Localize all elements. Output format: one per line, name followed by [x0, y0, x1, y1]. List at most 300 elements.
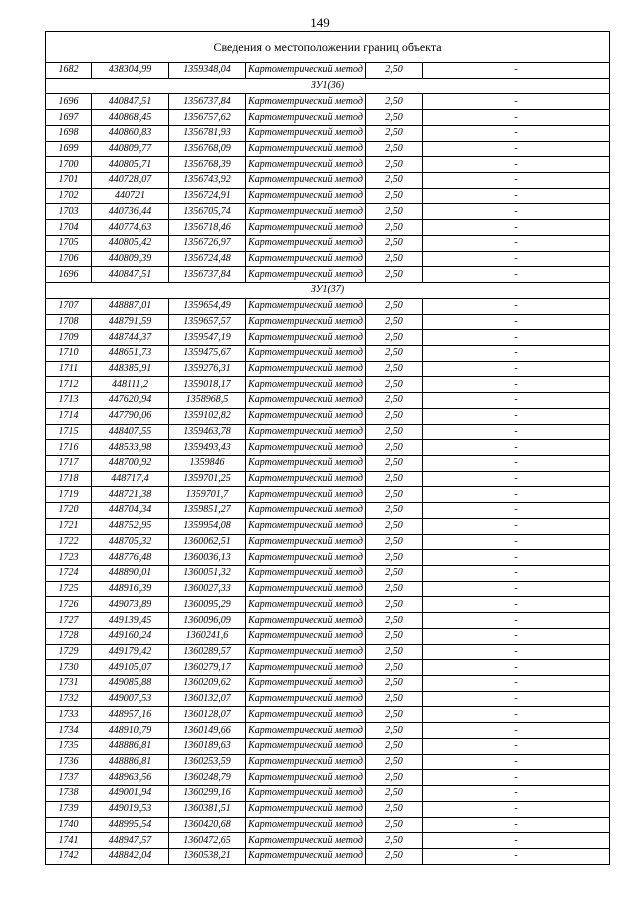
method-cell: Картометрический метод [246, 204, 366, 220]
accuracy-cell: 2,50 [366, 393, 423, 409]
y-coordinate-cell: 1360279,17 [169, 660, 246, 676]
method-cell: Картометрический метод [246, 440, 366, 456]
x-coordinate-cell: 440809,77 [92, 141, 169, 157]
point-number-cell: 1731 [46, 676, 92, 692]
table-row [46, 581, 610, 597]
x-coordinate-cell: 448842,04 [92, 848, 169, 864]
table-row [46, 63, 610, 79]
x-coordinate-cell: 440860,83 [92, 125, 169, 141]
x-coordinate-cell: 448407,55 [92, 424, 169, 440]
method-cell: Картометрический метод [246, 723, 366, 739]
method-cell: Картометрический метод [246, 251, 366, 267]
accuracy-cell: 2,50 [366, 377, 423, 393]
table-body [46, 32, 610, 865]
method-cell: Картометрический метод [246, 173, 366, 189]
table-row [46, 534, 610, 550]
description-cell: - [423, 786, 610, 802]
y-coordinate-cell: 1360027,33 [169, 581, 246, 597]
description-cell: - [423, 125, 610, 141]
accuracy-cell: 2,50 [366, 581, 423, 597]
method-cell: Картометрический метод [246, 141, 366, 157]
accuracy-cell: 2,50 [366, 597, 423, 613]
y-coordinate-cell: 1359018,17 [169, 377, 246, 393]
y-coordinate-cell: 1356768,09 [169, 141, 246, 157]
accuracy-cell: 2,50 [366, 754, 423, 770]
description-cell: - [423, 628, 610, 644]
y-coordinate-cell: 1359851,27 [169, 503, 246, 519]
method-cell: Картометрический метод [246, 550, 366, 566]
x-coordinate-cell: 449179,42 [92, 644, 169, 660]
method-cell: Картометрический метод [246, 660, 366, 676]
accuracy-cell: 2,50 [366, 833, 423, 849]
point-number-cell: 1720 [46, 503, 92, 519]
table-row [46, 393, 610, 409]
y-coordinate-cell: 1360062,51 [169, 534, 246, 550]
x-coordinate-cell: 448886,81 [92, 738, 169, 754]
description-cell: - [423, 801, 610, 817]
y-coordinate-cell: 1360248,79 [169, 770, 246, 786]
method-cell: Картометрический метод [246, 377, 366, 393]
x-coordinate-cell: 440774,63 [92, 220, 169, 236]
description-cell: - [423, 141, 610, 157]
point-number-cell: 1733 [46, 707, 92, 723]
method-cell: Картометрический метод [246, 786, 366, 802]
description-cell: - [423, 361, 610, 377]
point-number-cell: 1742 [46, 848, 92, 864]
point-number-cell: 1738 [46, 786, 92, 802]
accuracy-cell: 2,50 [366, 424, 423, 440]
accuracy-cell: 2,50 [366, 251, 423, 267]
x-coordinate-cell: 447620,94 [92, 393, 169, 409]
x-coordinate-cell: 440847,51 [92, 267, 169, 283]
y-coordinate-cell: 1358968,5 [169, 393, 246, 409]
table-row [46, 613, 610, 629]
point-number-cell: 1728 [46, 628, 92, 644]
description-cell: - [423, 613, 610, 629]
table-row [46, 188, 610, 204]
accuracy-cell: 2,50 [366, 173, 423, 189]
point-number-cell: 1699 [46, 141, 92, 157]
table-row [46, 487, 610, 503]
point-number-cell: 1702 [46, 188, 92, 204]
description-cell: - [423, 660, 610, 676]
method-cell: Картометрический метод [246, 393, 366, 409]
x-coordinate-cell: 448776,48 [92, 550, 169, 566]
table-title: Сведения о местоположении границ объекта [46, 32, 610, 63]
accuracy-cell: 2,50 [366, 676, 423, 692]
table-row [46, 801, 610, 817]
y-coordinate-cell: 1360132,07 [169, 691, 246, 707]
point-number-cell: 1701 [46, 173, 92, 189]
x-coordinate-cell: 440721 [92, 188, 169, 204]
x-coordinate-cell: 448752,95 [92, 518, 169, 534]
table-row [46, 566, 610, 582]
x-coordinate-cell: 449019,53 [92, 801, 169, 817]
point-number-cell: 1708 [46, 314, 92, 330]
section-header-row [46, 283, 610, 299]
section-header-row [46, 78, 610, 94]
x-coordinate-cell: 438304,99 [92, 63, 169, 79]
description-cell: - [423, 424, 610, 440]
table-row [46, 770, 610, 786]
point-number-cell: 1696 [46, 267, 92, 283]
point-number-cell: 1724 [46, 566, 92, 582]
description-cell: - [423, 63, 610, 79]
x-coordinate-cell: 448916,39 [92, 581, 169, 597]
x-coordinate-cell: 449139,45 [92, 613, 169, 629]
method-cell: Картометрический метод [246, 345, 366, 361]
description-cell: - [423, 691, 610, 707]
accuracy-cell: 2,50 [366, 644, 423, 660]
description-cell: - [423, 770, 610, 786]
accuracy-cell: 2,50 [366, 550, 423, 566]
x-coordinate-cell: 448533,98 [92, 440, 169, 456]
x-coordinate-cell: 449105,07 [92, 660, 169, 676]
description-cell: - [423, 581, 610, 597]
table-row [46, 660, 610, 676]
description-cell: - [423, 817, 610, 833]
description-cell: - [423, 566, 610, 582]
description-cell: - [423, 314, 610, 330]
point-number-cell: 1735 [46, 738, 92, 754]
point-number-cell: 1705 [46, 235, 92, 251]
y-coordinate-cell: 1360420,68 [169, 817, 246, 833]
description-cell: - [423, 267, 610, 283]
accuracy-cell: 2,50 [366, 628, 423, 644]
point-number-cell: 1698 [46, 125, 92, 141]
description-cell: - [423, 188, 610, 204]
method-cell: Картометрический метод [246, 125, 366, 141]
method-cell: Картометрический метод [246, 471, 366, 487]
table-row [46, 738, 610, 754]
table-row [46, 550, 610, 566]
accuracy-cell: 2,50 [366, 518, 423, 534]
method-cell: Картометрический метод [246, 220, 366, 236]
x-coordinate-cell: 448705,32 [92, 534, 169, 550]
accuracy-cell: 2,50 [366, 534, 423, 550]
x-coordinate-cell: 449160,24 [92, 628, 169, 644]
accuracy-cell: 2,50 [366, 141, 423, 157]
y-coordinate-cell: 1360299,16 [169, 786, 246, 802]
y-coordinate-cell: 1356705,74 [169, 204, 246, 220]
method-cell: Картометрический метод [246, 361, 366, 377]
method-cell: Картометрический метод [246, 63, 366, 79]
method-cell: Картометрический метод [246, 801, 366, 817]
table-title-row [46, 32, 610, 63]
x-coordinate-cell: 448651,73 [92, 345, 169, 361]
method-cell: Картометрический метод [246, 110, 366, 126]
point-number-cell: 1697 [46, 110, 92, 126]
table-row [46, 298, 610, 314]
method-cell: Картометрический метод [246, 424, 366, 440]
accuracy-cell: 2,50 [366, 471, 423, 487]
x-coordinate-cell: 448890,01 [92, 566, 169, 582]
method-cell: Картометрический метод [246, 408, 366, 424]
description-cell: - [423, 235, 610, 251]
y-coordinate-cell: 1360149,66 [169, 723, 246, 739]
y-coordinate-cell: 1356768,39 [169, 157, 246, 173]
accuracy-cell: 2,50 [366, 786, 423, 802]
description-cell: - [423, 110, 610, 126]
point-number-cell: 1736 [46, 754, 92, 770]
table-row [46, 330, 610, 346]
accuracy-cell: 2,50 [366, 660, 423, 676]
y-coordinate-cell: 1360189,63 [169, 738, 246, 754]
point-number-cell: 1713 [46, 393, 92, 409]
point-number-cell: 1706 [46, 251, 92, 267]
table-row [46, 204, 610, 220]
description-cell: - [423, 707, 610, 723]
accuracy-cell: 2,50 [366, 110, 423, 126]
point-number-cell: 1696 [46, 94, 92, 110]
y-coordinate-cell: 1356724,91 [169, 188, 246, 204]
y-coordinate-cell: 1359657,57 [169, 314, 246, 330]
method-cell: Картометрический метод [246, 314, 366, 330]
point-number-cell: 1727 [46, 613, 92, 629]
x-coordinate-cell: 449007,53 [92, 691, 169, 707]
x-coordinate-cell: 449085,88 [92, 676, 169, 692]
x-coordinate-cell: 448704,34 [92, 503, 169, 519]
y-coordinate-cell: 1360095,29 [169, 597, 246, 613]
point-number-cell: 1737 [46, 770, 92, 786]
x-coordinate-cell: 448385,91 [92, 361, 169, 377]
table-row [46, 220, 610, 236]
table-row [46, 377, 610, 393]
accuracy-cell: 2,50 [366, 738, 423, 754]
method-cell: Картометрический метод [246, 267, 366, 283]
description-cell: - [423, 754, 610, 770]
accuracy-cell: 2,50 [366, 723, 423, 739]
x-coordinate-cell: 448963,56 [92, 770, 169, 786]
y-coordinate-cell: 1359701,7 [169, 487, 246, 503]
point-number-cell: 1704 [46, 220, 92, 236]
x-coordinate-cell: 448717,4 [92, 471, 169, 487]
x-coordinate-cell: 448744,37 [92, 330, 169, 346]
boundary-table [45, 31, 610, 865]
method-cell: Картометрический метод [246, 707, 366, 723]
y-coordinate-cell: 1359102,82 [169, 408, 246, 424]
x-coordinate-cell: 448910,79 [92, 723, 169, 739]
y-coordinate-cell: 1356726,97 [169, 235, 246, 251]
method-cell: Картометрический метод [246, 754, 366, 770]
point-number-cell: 1740 [46, 817, 92, 833]
method-cell: Картометрический метод [246, 848, 366, 864]
y-coordinate-cell: 1359954,08 [169, 518, 246, 534]
y-coordinate-cell: 1356757,62 [169, 110, 246, 126]
table-row [46, 676, 610, 692]
y-coordinate-cell: 1359475,67 [169, 345, 246, 361]
y-coordinate-cell: 1359276,31 [169, 361, 246, 377]
accuracy-cell: 2,50 [366, 235, 423, 251]
description-cell: - [423, 738, 610, 754]
description-cell: - [423, 440, 610, 456]
point-number-cell: 1719 [46, 487, 92, 503]
accuracy-cell: 2,50 [366, 125, 423, 141]
point-number-cell: 1717 [46, 455, 92, 471]
x-coordinate-cell: 448886,81 [92, 754, 169, 770]
method-cell: Картометрический метод [246, 235, 366, 251]
y-coordinate-cell: 1356718,46 [169, 220, 246, 236]
page-number: 149 [310, 15, 330, 30]
y-coordinate-cell: 1359654,49 [169, 298, 246, 314]
accuracy-cell: 2,50 [366, 188, 423, 204]
point-number-cell: 1711 [46, 361, 92, 377]
table-row [46, 424, 610, 440]
table-row [46, 786, 610, 802]
x-coordinate-cell: 440805,42 [92, 235, 169, 251]
x-coordinate-cell: 448887,01 [92, 298, 169, 314]
x-coordinate-cell: 448995,54 [92, 817, 169, 833]
point-number-cell: 1734 [46, 723, 92, 739]
y-coordinate-cell: 1359547,19 [169, 330, 246, 346]
accuracy-cell: 2,50 [366, 298, 423, 314]
x-coordinate-cell: 440728,07 [92, 173, 169, 189]
x-coordinate-cell: 447790,06 [92, 408, 169, 424]
description-cell: - [423, 487, 610, 503]
accuracy-cell: 2,50 [366, 330, 423, 346]
method-cell: Картометрический метод [246, 817, 366, 833]
description-cell: - [423, 723, 610, 739]
description-cell: - [423, 377, 610, 393]
table-row [46, 644, 610, 660]
x-coordinate-cell: 448791,59 [92, 314, 169, 330]
description-cell: - [423, 330, 610, 346]
point-number-cell: 1732 [46, 691, 92, 707]
y-coordinate-cell: 1359348,04 [169, 63, 246, 79]
accuracy-cell: 2,50 [366, 267, 423, 283]
method-cell: Картометрический метод [246, 833, 366, 849]
y-coordinate-cell: 1356781,93 [169, 125, 246, 141]
table-row [46, 723, 610, 739]
x-coordinate-cell: 440809,39 [92, 251, 169, 267]
method-cell: Картометрический метод [246, 157, 366, 173]
table-row [46, 817, 610, 833]
x-coordinate-cell: 448111,2 [92, 377, 169, 393]
point-number-cell: 1726 [46, 597, 92, 613]
y-coordinate-cell: 1360241,6 [169, 628, 246, 644]
description-cell: - [423, 298, 610, 314]
table-row [46, 628, 610, 644]
table-row [46, 125, 610, 141]
description-cell: - [423, 597, 610, 613]
description-cell: - [423, 644, 610, 660]
table-row [46, 267, 610, 283]
accuracy-cell: 2,50 [366, 345, 423, 361]
y-coordinate-cell: 1359493,43 [169, 440, 246, 456]
method-cell: Картометрический метод [246, 487, 366, 503]
description-cell: - [423, 173, 610, 189]
table-row [46, 235, 610, 251]
point-number-cell: 1741 [46, 833, 92, 849]
description-cell: - [423, 550, 610, 566]
table-row [46, 345, 610, 361]
method-cell: Картометрический метод [246, 330, 366, 346]
section-label: ЗУ1(37) [46, 283, 610, 299]
point-number-cell: 1718 [46, 471, 92, 487]
table-row [46, 518, 610, 534]
accuracy-cell: 2,50 [366, 204, 423, 220]
accuracy-cell: 2,50 [366, 691, 423, 707]
table-row [46, 361, 610, 377]
table-row [46, 141, 610, 157]
method-cell: Картометрический метод [246, 188, 366, 204]
x-coordinate-cell: 440805,71 [92, 157, 169, 173]
accuracy-cell: 2,50 [366, 566, 423, 582]
table-row [46, 251, 610, 267]
method-cell: Картометрический метод [246, 738, 366, 754]
point-number-cell: 1730 [46, 660, 92, 676]
point-number-cell: 1707 [46, 298, 92, 314]
y-coordinate-cell: 1356724,48 [169, 251, 246, 267]
point-number-cell: 1682 [46, 63, 92, 79]
method-cell: Картометрический метод [246, 298, 366, 314]
point-number-cell: 1700 [46, 157, 92, 173]
method-cell: Картометрический метод [246, 597, 366, 613]
table-row [46, 314, 610, 330]
accuracy-cell: 2,50 [366, 613, 423, 629]
description-cell: - [423, 455, 610, 471]
accuracy-cell: 2,50 [366, 817, 423, 833]
method-cell: Картометрический метод [246, 566, 366, 582]
y-coordinate-cell: 1360472,65 [169, 833, 246, 849]
y-coordinate-cell: 1360253,59 [169, 754, 246, 770]
description-cell: - [423, 471, 610, 487]
point-number-cell: 1729 [46, 644, 92, 660]
table-row [46, 94, 610, 110]
x-coordinate-cell: 449001,94 [92, 786, 169, 802]
method-cell: Картометрический метод [246, 534, 366, 550]
x-coordinate-cell: 440736,44 [92, 204, 169, 220]
section-label: ЗУ1(36) [46, 78, 610, 94]
y-coordinate-cell: 1360538,21 [169, 848, 246, 864]
accuracy-cell: 2,50 [366, 408, 423, 424]
table-row [46, 754, 610, 770]
point-number-cell: 1710 [46, 345, 92, 361]
description-cell: - [423, 408, 610, 424]
x-coordinate-cell: 448947,57 [92, 833, 169, 849]
table-row [46, 471, 610, 487]
description-cell: - [423, 534, 610, 550]
table-row [46, 707, 610, 723]
y-coordinate-cell: 1356743,92 [169, 173, 246, 189]
table-row [46, 503, 610, 519]
accuracy-cell: 2,50 [366, 220, 423, 236]
description-cell: - [423, 345, 610, 361]
description-cell: - [423, 157, 610, 173]
accuracy-cell: 2,50 [366, 707, 423, 723]
point-number-cell: 1715 [46, 424, 92, 440]
table-row [46, 848, 610, 864]
point-number-cell: 1716 [46, 440, 92, 456]
description-cell: - [423, 94, 610, 110]
method-cell: Картометрический метод [246, 455, 366, 471]
description-cell: - [423, 833, 610, 849]
x-coordinate-cell: 448957,16 [92, 707, 169, 723]
y-coordinate-cell: 1356737,84 [169, 94, 246, 110]
description-cell: - [423, 251, 610, 267]
point-number-cell: 1714 [46, 408, 92, 424]
accuracy-cell: 2,50 [366, 157, 423, 173]
accuracy-cell: 2,50 [366, 848, 423, 864]
table-row [46, 597, 610, 613]
y-coordinate-cell: 1360128,07 [169, 707, 246, 723]
table-row [46, 455, 610, 471]
accuracy-cell: 2,50 [366, 63, 423, 79]
table-row [46, 110, 610, 126]
accuracy-cell: 2,50 [366, 314, 423, 330]
y-coordinate-cell: 1360096,09 [169, 613, 246, 629]
accuracy-cell: 2,50 [366, 455, 423, 471]
